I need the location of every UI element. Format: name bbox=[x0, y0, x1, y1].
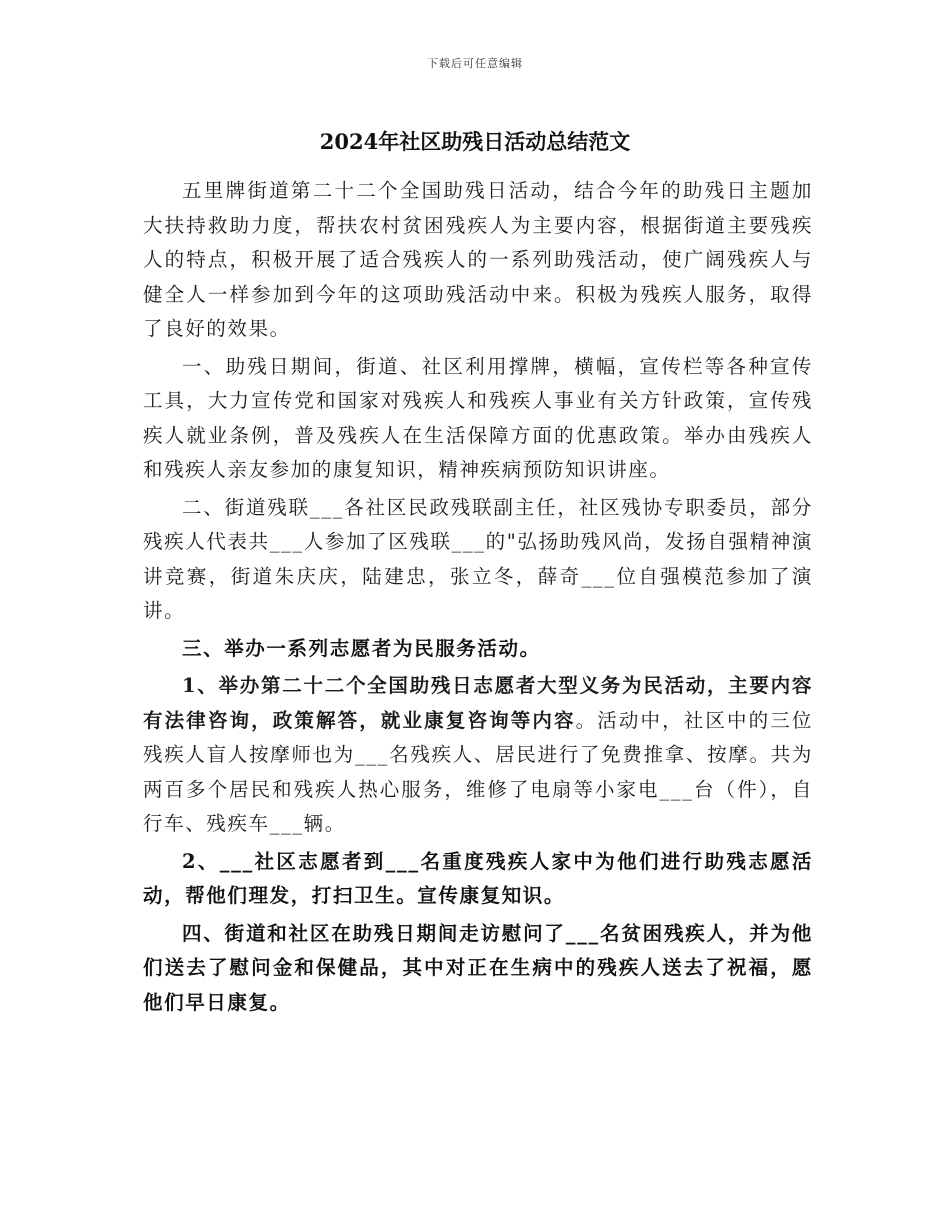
item-1-text: 。活动中，社区中的三位残疾人盲人按摩师也为___名残疾人、居民进行了免费推拿、按摩。共为两百多个居民和残疾人热心服务，维修了电扇等小家电___台（件），自行车、残疾车___辆。 bbox=[143, 708, 813, 835]
document-body bbox=[143, 174, 813, 1020]
header-note: 下载后可任意编辑 bbox=[427, 57, 523, 70]
paragraph-section-1: 一、助残日期间，街道、社区利用撑牌，横幅，宣传栏等各种宣传工具，大力宣传党和国家对残疾人和残疾人事业有关方针政策，宣传残疾人就业条例，普及残疾人在生活保障方面的优惠政策。举办由残疾人和残疾人亲友参加的康复知识，精神疾病预防知识讲座。 bbox=[143, 354, 813, 481]
paragraph-section-2: 二、街道残联___各社区民政残联副主任，社区残协专职委员，部分残疾人代表共___人参加了区残联___的"弘扬助残风尚，发扬自强精神演讲竞赛，街道朱庆庆，陆建忠，张立冬，薛奇___位自强模范参加了演讲。 bbox=[143, 495, 813, 622]
paragraph-item-1 bbox=[143, 669, 813, 842]
paragraph-section-4: 四、街道和社区在助残日期间走访慰问了___名贫困残疾人，并为他们送去了慰问金和保健品，其中对正在生病中的残疾人送去了祝福，愿他们早日康复。 bbox=[143, 921, 813, 1014]
document-title: 2024年社区助残日活动总结范文 bbox=[319, 129, 631, 154]
paragraph-intro: 五里牌街道第二十二个全国助残日活动，结合今年的助残日主题加大扶持救助力度，帮扶农村贫困残疾人为主要内容，根据街道主要残疾人的特点，积极开展了适合残疾人的一系列助残活动，使广阔残疾人与健全人一样参加到今年的这项助残活动中来。积极为残疾人服务，取得了良好的效果。 bbox=[143, 179, 813, 340]
section-3-heading: 三、举办一系列志愿者为民服务活动。 bbox=[182, 636, 541, 660]
paragraph-item-2: 2、___社区志愿者到___名重度残疾人家中为他们进行助残志愿活动，帮他们理发，打扫卫生。宣传康复知识。 bbox=[143, 849, 813, 907]
item-1-bold-text: 1、举办第二十二个全国助残日志愿者大型义务为民活动，主要内容有法律咨询，政策解答，就业康复咨询等内容 bbox=[143, 674, 813, 732]
